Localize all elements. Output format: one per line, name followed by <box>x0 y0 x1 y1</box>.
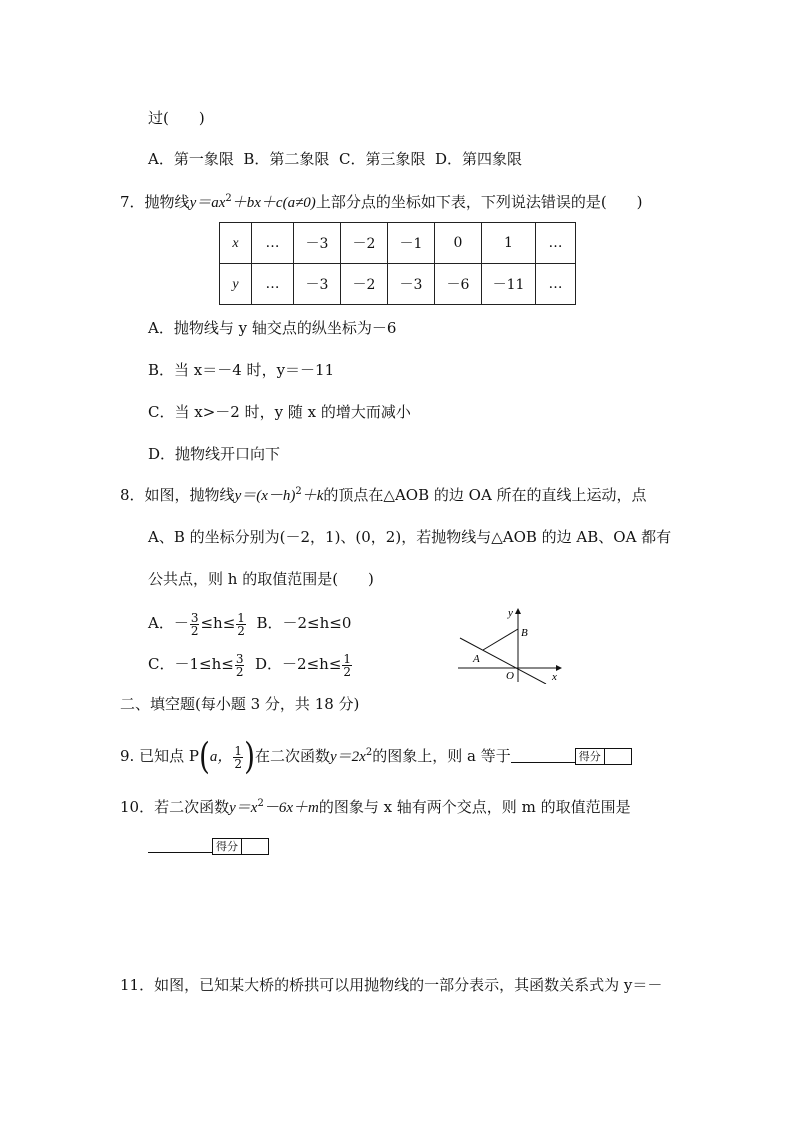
q6-option-a: A．第一象限 <box>148 150 234 168</box>
q8-options-row-1 <box>148 609 351 637</box>
fraction: $\frac{1}{2}$ <box>237 610 245 638</box>
q9-point-a: a， <box>209 749 233 765</box>
q10-line <box>120 797 631 818</box>
fig-label-o: O <box>506 670 514 682</box>
q9-text-a: 已知点 P <box>139 747 199 765</box>
q9-formula-exp: 2 <box>365 747 373 758</box>
q7-stem <box>120 192 643 213</box>
table-cell: … <box>252 223 294 264</box>
fig-label-a: A <box>473 653 480 665</box>
table-row-y <box>220 264 576 305</box>
q8-number: 8． <box>120 486 145 504</box>
left-paren: ( <box>198 734 210 778</box>
table-header-x: x <box>220 223 252 264</box>
fig-label-b: B <box>521 627 528 639</box>
q7-formula-b: ＋bx＋c(a≠0) <box>231 195 316 211</box>
q9-text-c: 的图象上，则 a 等于 <box>372 747 511 765</box>
x-axis-arrow <box>556 665 562 671</box>
q8-line-2: A、B 的坐标分别为(－2，1)、(0，2)，若抛物线与△AOB 的边 AB、OA 都有 <box>148 528 672 546</box>
table-header-y: y <box>220 264 252 305</box>
q7-option-a: A．抛物线与 y 轴交点的纵坐标为－6 <box>148 319 397 337</box>
right-paren: ) <box>244 734 255 778</box>
q6-tail-line: 过( ) <box>148 109 205 127</box>
q7-number: 7． <box>120 193 145 211</box>
table-cell: －1 <box>388 223 435 264</box>
q7-stem-b: 上部分点的坐标如下表，下列说法错误的是( ) <box>315 193 643 211</box>
q11-text: 如图，已知某大桥的桥拱可以用抛物线的一部分表示，其函数关系式为 y＝－ <box>154 976 663 994</box>
q8-option-b: B．－2≤h≤0 <box>256 614 352 632</box>
q6-options <box>148 149 522 169</box>
table-cell: －3 <box>388 264 435 305</box>
q7-option-d: D．抛物线开口向下 <box>148 445 281 463</box>
q6-option-d: D．第四象限 <box>435 150 523 168</box>
fraction: $\frac{3}{2}$ <box>190 610 199 638</box>
q11-line <box>120 975 662 995</box>
q9-text-b: 在二次函数 <box>255 747 331 765</box>
table-cell: －6 <box>435 264 482 305</box>
q9-score-box: 得分 <box>575 748 632 765</box>
q8-option-a-mid: ≤h≤ <box>200 614 236 632</box>
q7-formula: y＝ax <box>189 195 226 211</box>
section-2-heading: 二、填空题(每小题 3 分，共 18 分) <box>120 695 360 713</box>
fig-label-y: y <box>508 607 513 619</box>
q8-formula-g: ＋k <box>301 488 324 504</box>
q9-line <box>120 734 632 778</box>
q10-formula-exp: 2 <box>257 798 264 809</box>
q7-value-table <box>219 222 576 305</box>
table-cell: －3 <box>294 223 341 264</box>
q8-line-3: 公共点，则 h 的取值范围是( ) <box>148 570 374 588</box>
table-cell: … <box>536 223 576 264</box>
table-cell: … <box>252 264 294 305</box>
fraction: $\frac{1}{2}$ <box>343 651 352 679</box>
q9-answer-blank[interactable] <box>511 762 575 763</box>
segment-ab <box>483 629 518 650</box>
q8-option-a-pre: A．－ <box>148 614 189 632</box>
q8-line-1 <box>120 485 647 506</box>
q7-option-c: C．当 x>－2 时，y 随 x 的增大而减小 <box>148 403 411 421</box>
q9-number: 9. <box>120 747 140 765</box>
q8-line1-a: 如图，抛物线 <box>144 486 235 504</box>
q7-stem-a: 抛物线 <box>144 193 190 211</box>
q8-options-row-2 <box>148 650 353 678</box>
q10-formula-b: －6x＋m <box>263 800 319 816</box>
q6-option-c: C．第三象限 <box>338 150 426 168</box>
table-row-x <box>220 223 576 264</box>
q8-option-d-pre: D．－2≤h≤ <box>255 655 342 673</box>
q10-formula: y＝x <box>229 800 258 816</box>
table-cell: 0 <box>435 223 482 264</box>
q10-answer-line <box>148 836 269 856</box>
q8-formula-exp: 2 <box>295 486 302 497</box>
fraction: $\frac{1}{2}$ <box>234 743 243 771</box>
q10-text-a: 若二次函数 <box>154 798 230 816</box>
q8-line1-b: 的顶点在△AOB 的边 OA 所在的直线上运动，点 <box>323 486 647 504</box>
table-cell: －3 <box>294 264 341 305</box>
q7-option-b: B．当 x＝－4 时，y＝－11 <box>148 361 335 379</box>
table-cell: －11 <box>482 264 536 305</box>
table-cell: －2 <box>341 223 388 264</box>
q10-text-b: 的图象与 x 轴有两个交点，则 m 的取值范围是 <box>318 798 631 816</box>
q6-option-b: B．第二象限 <box>243 150 330 168</box>
table-cell: 1 <box>482 223 536 264</box>
y-axis-arrow <box>515 608 521 614</box>
q7-formula-exp: 2 <box>225 193 232 204</box>
q10-score-box: 得分 <box>212 838 269 855</box>
table-cell: … <box>536 264 576 305</box>
table-cell: －2 <box>341 264 388 305</box>
q10-number: 10． <box>120 798 155 816</box>
q9-formula: y＝2x <box>330 749 366 765</box>
q8-formula: y＝(x－h) <box>234 488 296 504</box>
q8-option-c-pre: C．－1≤h≤ <box>148 655 234 673</box>
q10-answer-blank[interactable] <box>148 852 212 853</box>
fraction: $\frac{3}{2}$ <box>235 651 244 679</box>
fig-label-x: x <box>552 671 557 683</box>
q11-number: 11． <box>120 976 155 994</box>
q8-figure <box>452 604 572 684</box>
